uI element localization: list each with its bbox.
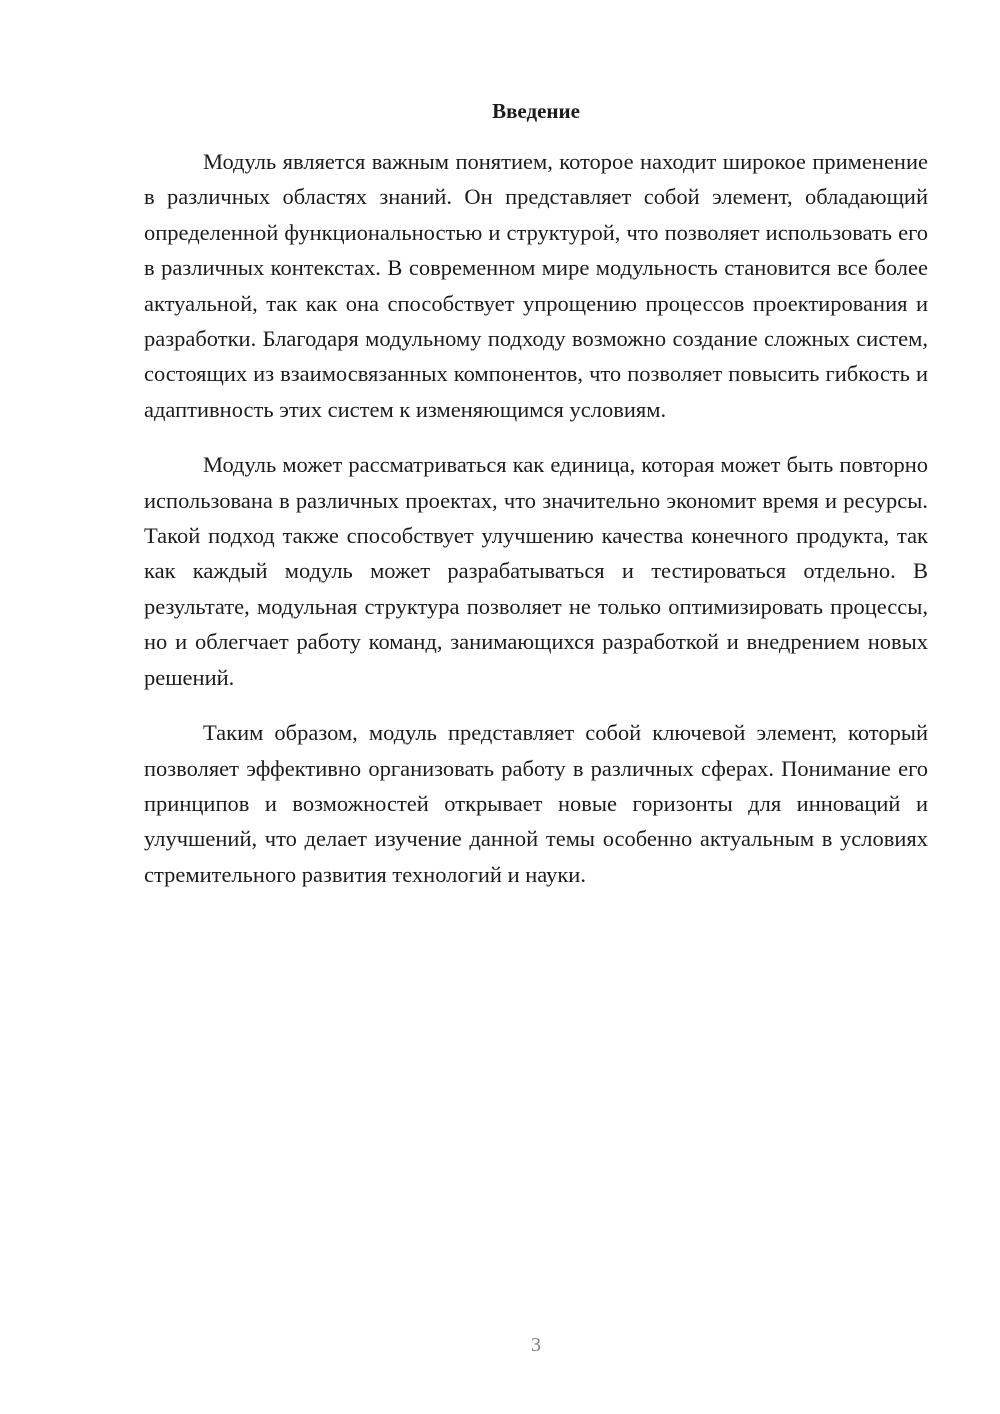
page-number: 3 bbox=[531, 1334, 541, 1356]
paragraph-2: Модуль может рассматриваться как единица, которая может быть повторно использована в различных проектах, что значительно экономит время и ресурсы. Такой подход также способствует улучшению качества конечного продукта, так как каждый модуль может разрабатываться и тестироваться отдельно. В результате, модульная структура позволяет не только оптимизировать процессы, но и облегчает работу команд, занимающихся разработкой и внедрением новых решений. bbox=[144, 452, 928, 690]
paragraph-3: Таким образом, модуль представляет собой ключевой элемент, который позволяет эффективно организовать работу в различных сферах. Понимание его принципов и возможностей открывает новые горизонты для инноваций и улучшений, что делает изучение данной темы особенно актуальным в условиях стремительного развития технологий и науки. bbox=[144, 720, 928, 887]
paragraph-1: Модуль является важным понятием, которое находит широкое применение в различных областях знаний. Он представляет собой элемент, обладающий определенной функциональностью и структурой, что позволяет использовать его в различных контекстах. В современном мире модульность становится все более актуальной, так как она способствует упрощению процессов проектирования и разработки. Благодаря модульному подходу возможно создание сложных систем, состоящих из взаимосвязанных компонентов, что позволяет повысить гибкость и адаптивность этих систем к изменяющимся условиям. bbox=[144, 149, 928, 422]
section-title: Введение bbox=[492, 99, 580, 123]
body-text bbox=[144, 144, 928, 912]
